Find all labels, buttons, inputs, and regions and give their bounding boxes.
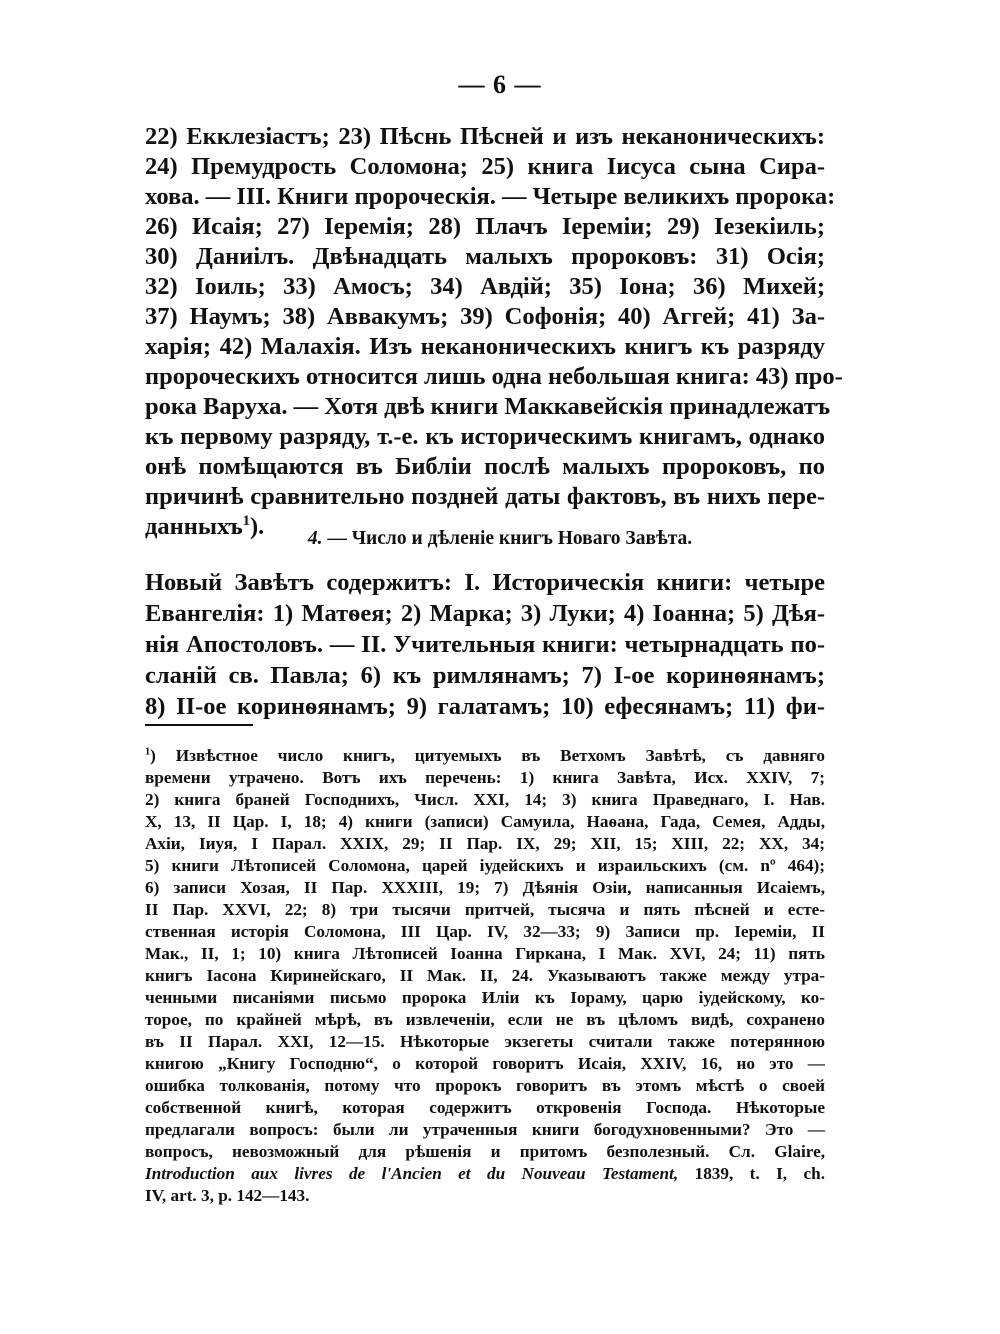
text-line: онѣ помѣщаются въ Библiи послѣ малыхъ пророковъ, по [145, 453, 825, 480]
text-line: къ первому разряду, т.-е. къ историческимъ книгамъ, однако [145, 423, 825, 450]
footnote-line [145, 745, 825, 767]
footnote-citation-line [145, 1163, 825, 1185]
footnote-line: ченными писанiями письмо пророка Илiи къ Iораму, царю iудейскому, ко- [145, 988, 825, 1007]
text-line: рока Варуха. — Хотя двѣ книги Маккавейскiя принадлежатъ [145, 393, 831, 420]
section-heading [0, 528, 1000, 550]
footnote-line: Ахiи, Iиуя, I Парал. XXIX, 29; II Пар. IX, 29; XII, 15; XIII, 22; XX, 34; [145, 834, 825, 853]
footnote-line: въ II Парал. XXI, 12—15. Нѣкоторые экзегеты считали также потерянною [145, 1032, 825, 1051]
text-line: пророческихъ относится лишь одна небольшая книга: 43) про- [145, 363, 843, 390]
section-title: — Число и дѣленiе книгъ Новаго Завѣта. [327, 528, 693, 549]
citation-details: 1839, t. I, ch. [678, 1164, 826, 1183]
text-line: 37) Наумъ; 38) Аввакумъ; 39) Софонiя; 40) Аггей; 41) За- [145, 303, 825, 330]
footnote-line: предлагали вопросъ: были ли утраченныя книги богодухновенными? Это — [145, 1120, 825, 1139]
text-line-fragment: ). [249, 513, 265, 540]
text-line-fragment: данныхъ [145, 513, 243, 540]
text-line: Новый Завѣтъ содержитъ: I. Историческiя книги: четыре [145, 569, 825, 596]
text-line: сланiй св. Павла; 6) къ римлянамъ; 7) I-ое коринѳянамъ; [145, 662, 825, 689]
text-line: причинѣ сравнительно поздней даты фактовъ, въ нихъ пере- [145, 483, 825, 510]
text-line: 22) Екклезiастъ; 23) Пѣснь Пѣсней и изъ неканоническихъ: [145, 123, 825, 150]
footnote-line: 6) записи Хозая, II Пар. XXXIII, 19; 7) Дѣянiя Озiи, написанныя Исаiемъ, [145, 878, 825, 897]
footnote-line-last: IV, art. 3, p. 142—143. [145, 1186, 310, 1205]
text-line: нiя Апостоловъ. — II. Учительныя книги: четырнадцать по- [145, 631, 825, 658]
footnote-line: книгою „Книгу Господню“, о которой говоритъ Исаiя, XXIV, 16, но это — [145, 1054, 825, 1073]
footnote-line-text: ) Извѣстное число книгъ, цитуемыхъ въ Ветхомъ Завѣтѣ, съ давняго [150, 746, 825, 765]
footnote-line: торое, по крайней мѣрѣ, въ извлеченiи, если не въ цѣломъ видѣ, сохранено [145, 1010, 825, 1029]
footnote-line: 2) книга браней Господнихъ, Числ. XXI, 14; 3) книга Праведнаго, I. Нав. [145, 790, 825, 809]
footnote-line: Мак., II, 1; 10) книга Лѣтописей Iоанна Гиркана, I Мак. XVI, 24; 11) пять [145, 944, 825, 963]
page-number: — 6 — [458, 70, 542, 99]
text-line: 8) II-ое коринѳянамъ; 9) галатамъ; 10) ефесянамъ; 11) фи- [145, 693, 825, 720]
text-line: 24) Премудрость Соломона; 25) книга Iисуса сына Сира- [145, 153, 825, 180]
footnote-line: вопросъ, невозможный для рѣшенiя и притомъ безполезный. Сл. Glaire, [145, 1142, 825, 1161]
text-line: Евангелiя: 1) Матѳея; 2) Марка; 3) Луки; 4) Iоанна; 5) Дѣя- [145, 600, 825, 627]
footnote-reference: 1 [242, 512, 250, 529]
footnote-line: времени утрачено. Вотъ ихъ перечень: 1) книга Завѣта, Исх. XXIV, 7; [145, 768, 825, 787]
text-line: харiя; 42) Малахiя. Изъ неканоническихъ книгъ къ разряду [145, 333, 825, 360]
footnote-line: ственная исторiя Соломона, III Цар. IV, 32—33; 9) Записи пр. Iеремiи, II [145, 922, 825, 941]
footnote-line: ошибка толкованiя, потому что пророкъ говоритъ въ этомъ мѣстѣ о своей [145, 1076, 825, 1095]
text-line: 26) Исаiя; 27) Iеремiя; 28) Плачъ Iеремiи; 29) Iезекiиль; [145, 213, 825, 240]
text-line: хова. — III. Книги пророческiя. — Четыре великихъ пророка: [145, 183, 836, 210]
footnote-marker: 1 [145, 746, 151, 758]
footnote-line: собственной книгѣ, которая содержитъ откровенiя Господа. Нѣкоторые [145, 1098, 825, 1117]
section-number: 4. [307, 528, 323, 549]
footnote-separator [145, 724, 253, 726]
footnote-line: книгъ Iасона Киринейскаго, II Мак. II, 24. Указываютъ также между утра- [145, 966, 825, 985]
text-line: 30) Даниiлъ. Двѣнадцать малыхъ пророковъ: 31) Осiя; [145, 243, 825, 270]
footnote-line: X, 13, II Цар. I, 18; 4) книги (записи) Самуила, Наѳана, Гада, Семея, Адды, [145, 812, 825, 831]
citation-title: Introduction aux livres de l'Ancien et du Nouveau Testament, [145, 1164, 679, 1183]
footnote-line: 5) книги Лѣтописей Соломона, царей iудейскихъ и израильскихъ (см. nº 464); [145, 856, 825, 875]
footnote-line: II Пар. XXVI, 22; 8) три тысячи притчей, тысяча и пять пѣсней и есте- [145, 900, 825, 919]
text-line: 32) Iоиль; 33) Амосъ; 34) Авдiй; 35) Iона; 36) Михей; [145, 273, 825, 300]
